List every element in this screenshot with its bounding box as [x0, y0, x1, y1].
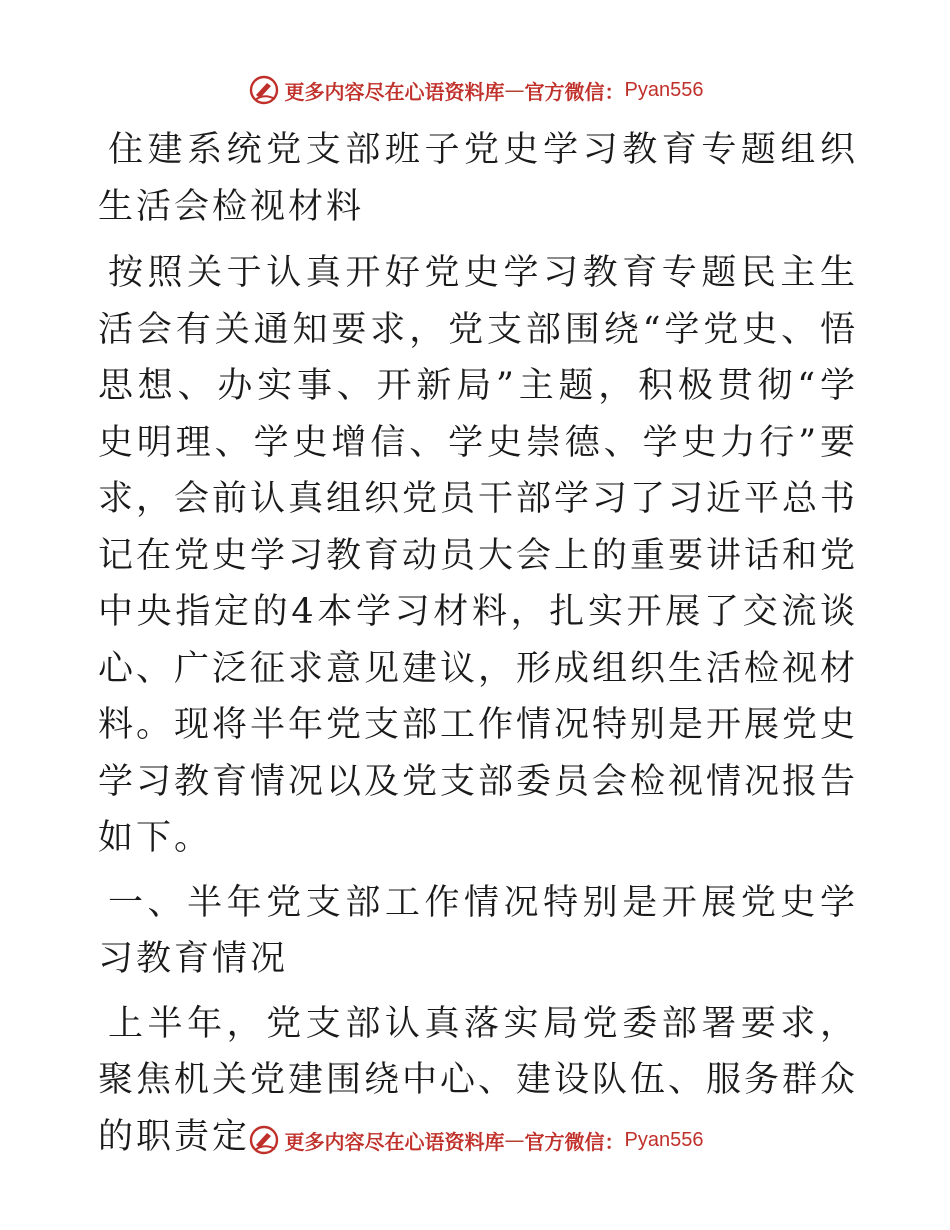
paragraph-text: 上半年，党支部认真落实局党委部署要求，聚焦机关党建围绕中心、建设队伍、服务群众的职责定 — [98, 1003, 859, 1157]
banner-main-text: 更多内容尽在心语资料库 — [284, 79, 505, 104]
book-quill-logo-icon — [247, 73, 281, 107]
section-heading-text: 一、半年党支部工作情况特别是开展党史学习教育情况 — [98, 882, 858, 979]
document-title-text: 住建系统党支部班子党史学习教育专题组织生活会检视材料 — [98, 130, 858, 227]
book-quill-logo-icon — [247, 1123, 281, 1157]
banner-official-text: 官方微信： — [524, 1129, 625, 1154]
banner-main-text: 更多内容尽在心语资料库 — [284, 1129, 505, 1154]
banner-wechat-id: Pyan556 — [624, 78, 704, 101]
banner-wechat-id: Pyan556 — [624, 1128, 704, 1151]
footer-banner — [0, 1120, 950, 1160]
banner-official-text: 官方微信： — [524, 79, 625, 104]
section-heading — [98, 875, 858, 988]
paragraph-text: 按照关于认真开好党史学习教育专题民主生活会有关通知要求，党支部围绕“学党史、悟思想、办实事、开新局”主题，积极贯彻“学史明理、学史增信、学史崇德、学史力行”要求，会前认真组织党员干部学习了习近平总书记在党史学习教育动员大会上的重要讲话和党中央指定的4本学习材料，扎实开展了交流谈心、广泛征求意见建议，形成组织生活检视材料。现将半年党支部工作情况特别是开展党史学习教育情况以及党支部委员会检视情况报告如下。 — [98, 253, 859, 858]
paragraph — [98, 245, 858, 867]
banner-dash: — — [504, 1128, 525, 1152]
document-body — [98, 122, 858, 1173]
header-banner — [0, 70, 950, 110]
banner-dash: — — [504, 78, 525, 102]
document-title — [98, 122, 858, 235]
